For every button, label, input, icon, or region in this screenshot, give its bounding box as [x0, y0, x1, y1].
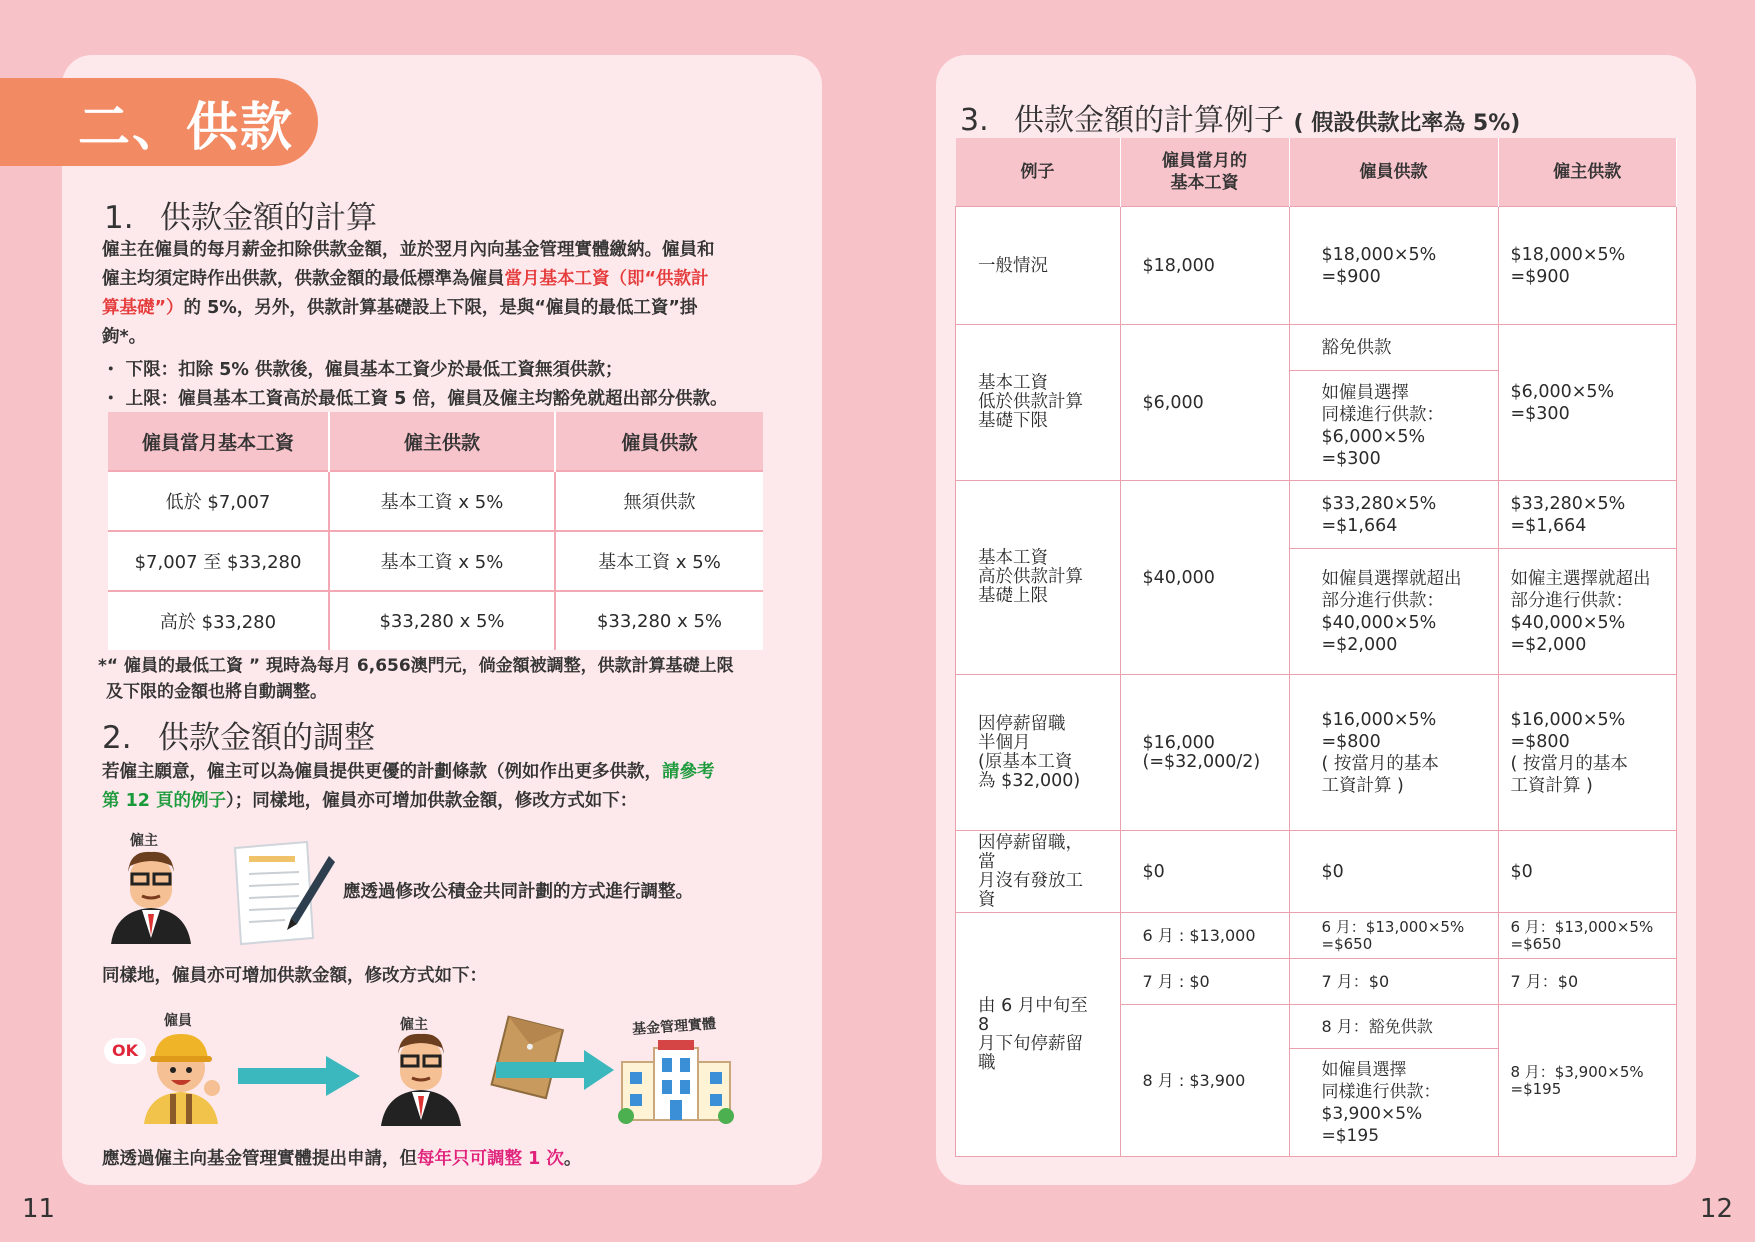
table-row: 如僱員選擇就超出 部分進行供款： $40,000×5% =$2,000 如僱主選擇就超出 部分進行供款： $40,000×5% =$2,000: [956, 549, 1677, 675]
example-table: [955, 138, 1677, 1157]
table-row: 因停薪留職 半個月 (原基本工資 為 $32,000) $16,000 (=$32,000/2) $16,000×5% =$800 ( 按當月的基本 工資計算 ) $16,000×5% =$800 ( 按當月的基本 工資計算 ): [956, 675, 1677, 831]
table-row: 基本工資 高於供款計算 基礎上限 $40,000 $33,280×5% =$1,664 $33,280×5% =$1,664: [956, 481, 1677, 549]
arrow-right-icon: [236, 1054, 362, 1098]
fund-label: 基金管理實體: [631, 1016, 717, 1038]
employer-avatar-icon: [106, 848, 196, 944]
table-header: 僱員供款: [1289, 138, 1498, 207]
building-icon: [618, 1034, 734, 1124]
table-header: 僱主供款: [1498, 138, 1677, 207]
envelope-arrow-icon: [486, 1014, 616, 1110]
table-row: 7 月 : $0 7 月：$0 7 月：$0: [956, 959, 1677, 1005]
ok-bubble: OK: [104, 1038, 146, 1064]
table-row: 由 6 月中旬至 8 月下旬停薪留職 6 月 : $13,000 6 月：$13,000×5% =$650 6 月：$13,000×5% =$650: [956, 913, 1677, 959]
table-header: 僱員當月基本工資: [108, 412, 329, 471]
table-row: 如僱員選擇 同樣進行供款： $6,000×5% =$300: [956, 371, 1677, 481]
illustration-caption-1: 應透過修改公積金共同計劃的方式進行調整。: [343, 882, 693, 902]
heading-s2: 2. 供款金額的調整: [102, 720, 375, 756]
heading-s1: 1. 供款金額的計算: [104, 200, 377, 236]
employer-avatar-icon-2: [376, 1030, 466, 1126]
table-row: 如僱員選擇 同樣進行供款： $3,900×5% =$195: [956, 1049, 1677, 1157]
contribution-limit-table: [108, 412, 763, 650]
heading-s3: 3. 供款金額的計算例子 ( 假設供款比率為 5%): [960, 103, 1521, 138]
table-row: 8 月 : $3,900 8 月：豁免供款 8 月：$3,900×5% =$195: [956, 1005, 1677, 1049]
table-row: 基本工資 低於供款計算 基礎下限 $6,000 豁免供款 $6,000×5% =$300: [956, 325, 1677, 371]
s2-paragraph-2: 同樣地，僱員亦可增加供款金額，修改方式如下：: [102, 966, 487, 986]
page-number-right: 12: [1699, 1194, 1733, 1224]
document-pen-icon: [225, 838, 345, 948]
footnote: *“ 僱員的最低工資 ” 現時為每月 6,656澳門元，倘金額被調整，供款計算基礎上限 及下限的金額也將自動調整。: [98, 656, 734, 702]
table-row: 一般情況 $18,000 $18,000×5% =$900 $18,000×5% =$900: [956, 207, 1677, 325]
page-number-left: 11: [22, 1194, 56, 1224]
s2-paragraph: 若僱主願意，僱主可以為僱員提供更優的計劃條款（例如作出更多供款，請參考 第 12 頁的例子）；同樣地，僱員亦可增加供款金額，修改方式如下：: [102, 762, 715, 811]
employee-label: 僱員: [164, 1013, 192, 1029]
table-header: 僱員當月的 基本工資: [1120, 138, 1289, 207]
s2-paragraph-3: 應透過僱主向基金管理實體提出申請，但每年只可調整 1 次。: [102, 1149, 582, 1169]
table-row: $7,007 至 $33,280 基本工資 x 5% 基本工資 x 5%: [108, 531, 763, 591]
table-header: 例子: [956, 138, 1121, 207]
table-header: 僱員供款: [555, 412, 763, 471]
employer-label: 僱主: [130, 833, 158, 849]
table-header: 僱主供款: [329, 412, 555, 471]
s1-paragraph: 僱主在僱員的每月薪金扣除供款金額，並於翌月內向基金管理實體繳納。僱員和 僱主均須定時作出供款，供款金額的最低標準為僱員當月基本工資（即“供款計 算基礎”）的 5%，另外，供款計算基礎設上下限，是與“僱員的最低工資”掛 鉤*。 ・ 下限：扣除 5% 供款後，僱員基本工資少於最低工資無須供款； ・ 上限：僱員基本工資高於最低工資 5 倍，僱員及僱主均豁免就超出部分供款。: [102, 240, 728, 409]
employee-avatar-icon: [136, 1024, 226, 1124]
table-row: 因停薪留職，當 月沒有發放工資 $0 $0 $0: [956, 831, 1677, 913]
employer-label-2: 僱主: [400, 1017, 428, 1033]
section-title: 二、供款: [0, 78, 318, 166]
table-row: 低於 $7,007 基本工資 x 5% 無須供款: [108, 471, 763, 531]
table-row: 高於 $33,280 $33,280 x 5% $33,280 x 5%: [108, 591, 763, 650]
